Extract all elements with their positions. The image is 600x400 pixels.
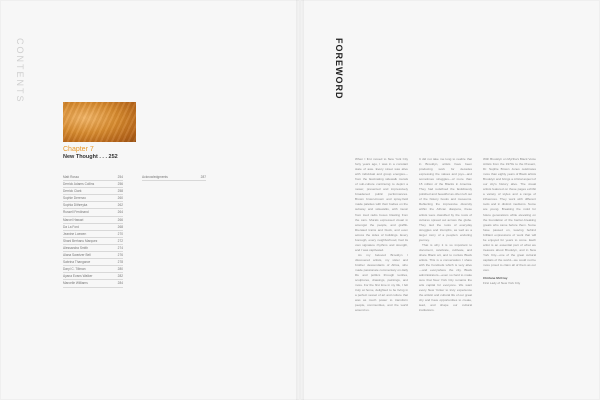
paragraph: That is why it is so important to document, celebrate, cultivate, and share Black art, and to nurture Black artists. This is a conversation I share with the hundreds which is very alive—and everywhere the city. Black administrators—even so hard to make sure that New York City remains the arts capital for everyone. We want every New Yorker to truly experience the artistic and cultural life of our great city and have opportunities to create, lead, and shape our cultural institutions. [419,242,472,313]
toc-entry-name: Sophia Dithreyka [63,203,88,208]
toc-entry[interactable] [63,217,123,224]
toc-entry-page: 272 [117,238,123,243]
toc-entry-name: Jeanine Loewen [63,231,87,236]
foreword-column-1 [355,157,408,313]
toc-entry[interactable] [63,195,123,202]
toc-list [63,174,123,288]
toc-entry-page: 282 [117,274,123,279]
toc-entry-page: 266 [117,217,123,222]
toc-list-secondary [142,174,206,181]
chapter-title: New Thought . . . 252 [63,154,118,160]
toc-entry-name: Ayana Evans Walker [63,274,93,279]
toc-entry-name: Sophie Derenzo [63,196,86,201]
toc-entry-page: 254 [117,175,123,179]
chapter-cover-image [63,102,136,142]
toc-entry[interactable] [63,181,123,188]
right-page [300,0,600,400]
toc-entry[interactable] [63,273,123,280]
toc-entry[interactable] [63,266,123,273]
toc-entry-name: Daryl C. Tillman [63,267,86,272]
foreword-column-2 [419,157,472,313]
toc-entry-name: Da La Ford [63,224,79,229]
toc-entry[interactable] [63,252,123,259]
toc-entry-page: 264 [117,210,123,215]
toc-entry-page: 280 [117,267,123,272]
toc-entry[interactable] [63,280,123,287]
toc-entry-page: 268 [117,224,123,229]
toc-entry-page: 274 [117,245,123,250]
toc-entry-name: Sabrina Thangaroe [63,260,91,265]
toc-entry-page: 256 [117,182,123,187]
toc-entry-acknowledgments[interactable] [142,174,206,181]
toc-entry[interactable] [63,202,123,209]
toc-entry-name: Alessandra Smith [63,245,88,250]
paragraph: When I first moved to New York City forty years ago, I was in a constant state of awe. Every street was alive with individual and group energies—from the fascinating sidewalk murals of sub-culture continuing to depict a newer, presented and impressively broadened public performances. Brown brown-brown and spray-field made palettes with their bodies on the subway and sidewalks, with music from loud radio boxes blasting from the cars. Murals expressed visual in amongst the people, and graffiti-liberated trains and block, and even across the sides of buildings. Every borough, every neighborhood, had its own signature rhythms and strength, and I was captivated. [355,157,408,252]
toc-entry-name: Alana Swartzer Bell [63,253,91,258]
toc-entry-page: 262 [117,203,123,208]
toc-entry-name: Shani Berhanu Marquez [63,238,98,243]
paragraph: As my beloved Brooklyn I discovered artists, my sister and brother descendants of Africa, who made passionate commentary on daily life and politics through textiles, sculptures, drawings, paintings, and more. For the first time in my life, I felt truly at home, delighted to be living in a perfect vessel of art and culture that was as much power to transform people, communities, and the world around us. [355,252,408,313]
foreword-title: FOREWORD [334,38,344,100]
toc-entry-page: 258 [117,189,123,194]
toc-entry-page: 287 [200,175,206,179]
toc-entry-page: 260 [117,196,123,201]
toc-entry-name: Acknowledgments [142,175,168,179]
toc-entry-page: 278 [117,260,123,265]
signature-role: First Lady of New York City [483,281,521,286]
toc-entry[interactable] [63,174,123,181]
chapter-label: Chapter 7 [63,146,94,153]
foreword-column-3 [483,157,536,286]
toc-entry[interactable] [63,188,123,195]
toc-entry[interactable] [63,245,123,252]
toc-entry[interactable] [63,209,123,216]
toc-entry-page: 270 [117,231,123,236]
toc-entry-name: Derrick Clark [63,189,82,194]
paragraph: With Brooklyn on Myrtha's Black Voice Artists from the 1970s to the Present, Dr. Sophie Brown Jones celebrates more than eighty years of Black artists Brooklyn and brings a critical aspect of our city's history alive. The visual artists featured on these pages exhibit a variety of styles and a range of influences. They work with different tools and in distinct mediums. Some are young. Breaking the mold for future generations while elevating on the foundation of the barrier-breaking greats who came before them. Some have passed on, leaving behind brilliant expressions of work that will be enjoyed for years to come. Each artist is an essential part of what we treasure about Brooklyn, and in New York City—one of the great cultural capitals of the world—we could not be more proud to claim all of them as our own. [483,157,536,273]
signature-name: Chirlane McCray [483,276,508,281]
toc-entry-page: 276 [117,253,123,258]
toc-entry-name: Derrick Adams Collins [63,182,95,187]
toc-entry-page: 284 [117,281,123,286]
toc-entry[interactable] [63,259,123,266]
toc-entry-name: Marcel Hawari [63,217,84,222]
toc-entry-name: Matt Rosso [63,175,80,179]
toc-entry[interactable] [63,231,123,238]
toc-entry-name: Marcelle Williams [63,281,88,286]
contents-title: CONTENTS [15,38,25,104]
toc-entry[interactable] [63,238,123,245]
toc-entry-name: Russell Ferdinand [63,210,89,215]
toc-entry[interactable] [63,224,123,231]
paragraph: It did not take me long to realize that in Brooklyn, artists have been producing work for decades expressing the values and joys—and sometimes struggles—of more than 15 million of the Blacks in America. They had redefined the fastidiously polished and beautiful as often left out of the history books and museums. Reflecting the impressive diversity within the African diaspora, these artists were classified by the roots of cultures spread out across the globe. They tied the roots of everyday struggles and triumphs, as well as a larger story of a people's enduring journey. [419,157,472,242]
book-gutter [296,0,304,400]
